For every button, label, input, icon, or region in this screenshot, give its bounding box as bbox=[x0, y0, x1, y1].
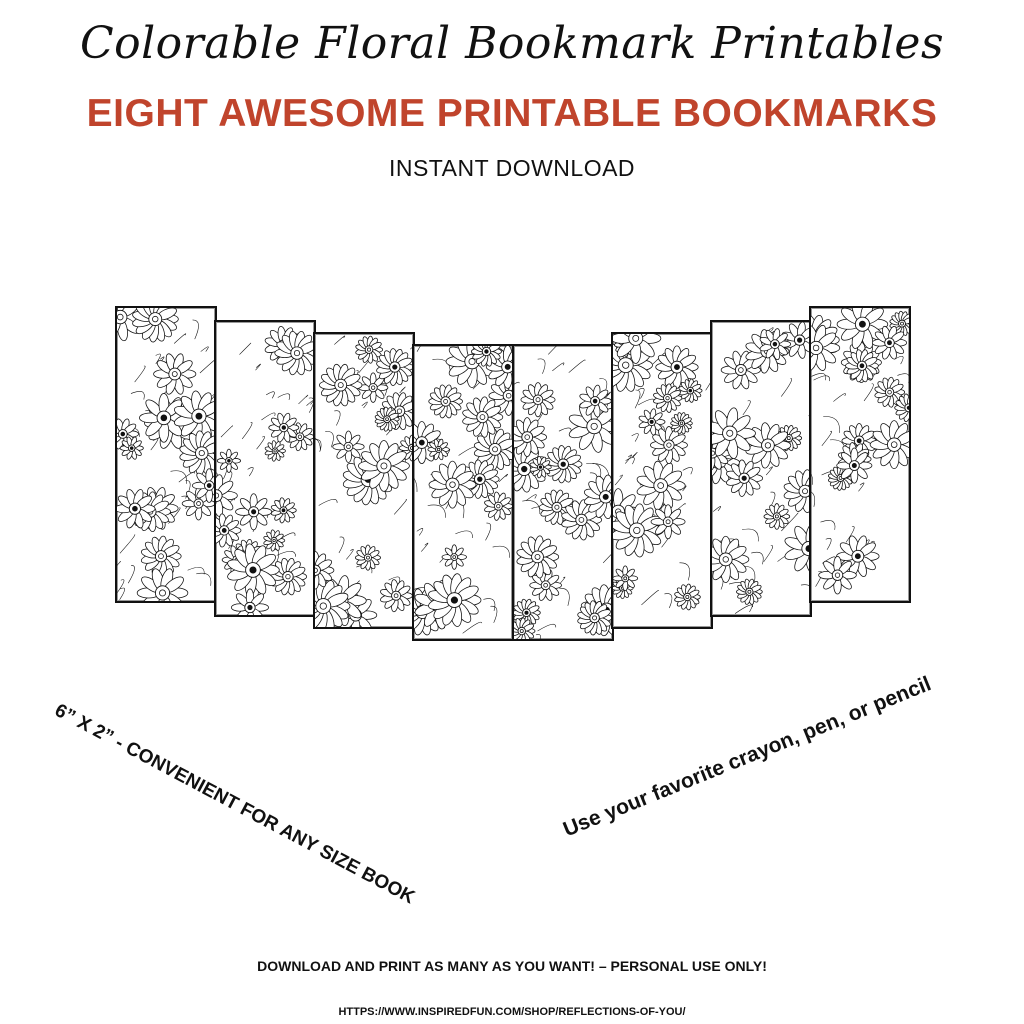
bookmark-2 bbox=[214, 320, 316, 617]
tools-callout: Use your favorite crayon, pen, or pencil bbox=[560, 672, 935, 842]
instant-download-label: INSTANT DOWNLOAD bbox=[388, 155, 636, 181]
floral-pattern bbox=[811, 308, 909, 601]
page-subtitle: EIGHT AWESOME PRINTABLE BOOKMARKS bbox=[86, 92, 938, 135]
bookmark-4 bbox=[412, 344, 514, 641]
bookmark-1 bbox=[115, 306, 217, 603]
floral-pattern bbox=[613, 334, 711, 627]
floral-pattern bbox=[315, 334, 413, 627]
shop-url: HTTPS://WWW.INSPIREDFUN.COM/SHOP/REFLECTIONS-OF-YOU/ bbox=[338, 1006, 686, 1018]
bookmark-8 bbox=[809, 306, 911, 603]
floral-pattern bbox=[414, 346, 512, 639]
bookmark-7 bbox=[710, 320, 812, 617]
floral-pattern bbox=[216, 322, 314, 615]
floral-pattern bbox=[514, 346, 612, 639]
page-title: Colorable Floral Bookmark Printables bbox=[79, 18, 945, 69]
bookmark-5 bbox=[512, 344, 614, 641]
bookmark-3 bbox=[313, 332, 415, 629]
bookmark-6 bbox=[611, 332, 713, 629]
usage-notice: DOWNLOAD AND PRINT AS MANY AS YOU WANT! – PERSONAL USE ONLY! bbox=[257, 958, 767, 974]
floral-pattern bbox=[712, 322, 810, 615]
size-callout: 6” X 2” - CONVENIENT FOR ANY SIZE BOOK bbox=[51, 700, 419, 909]
floral-pattern bbox=[117, 308, 215, 601]
